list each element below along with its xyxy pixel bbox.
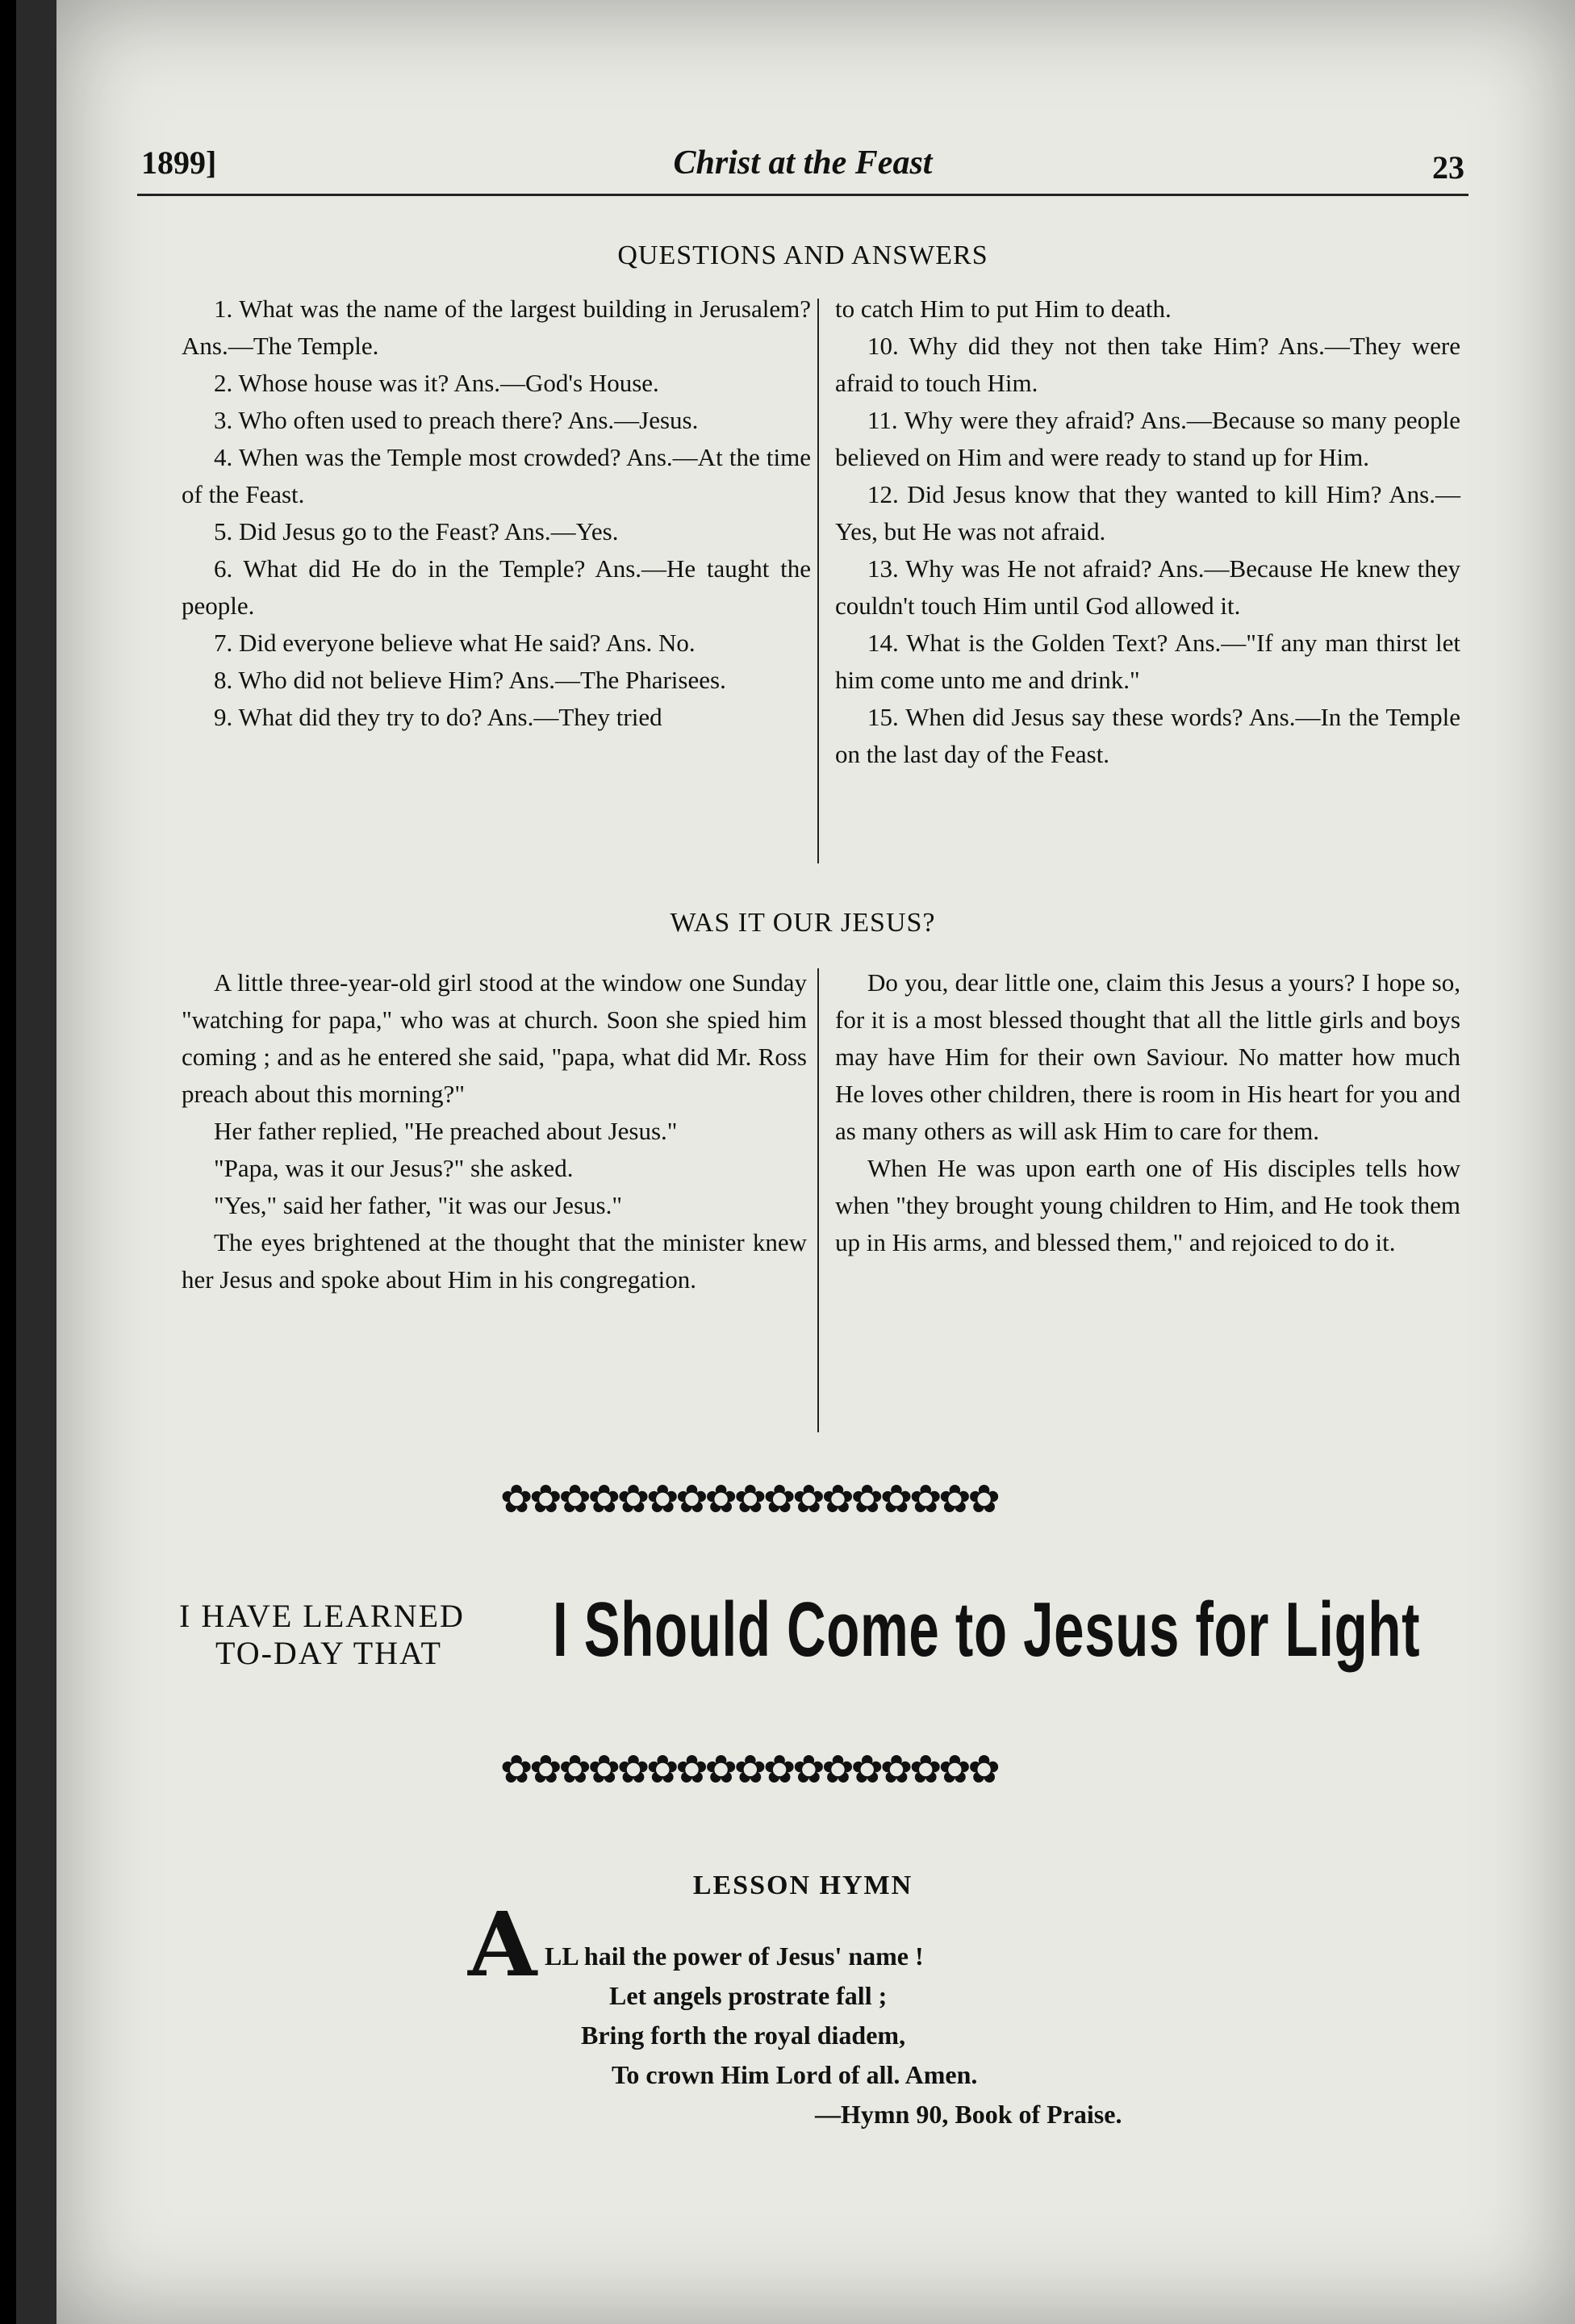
- qa-item: to catch Him to put Him to death.: [835, 295, 1172, 323]
- qa-item: 11. Why were they afraid? Ans.—Because so many people believed on Him and were ready to stand up for Him.: [835, 406, 1460, 471]
- hymn-title: LESSON HYMN: [692, 1870, 913, 1900]
- qa-item: 14. What is the Golden Text? Ans.—"If any man thirst let him come unto me and drink.": [835, 629, 1460, 694]
- qa-item: 7. Did everyone believe what He said? Ans. No.: [214, 629, 696, 657]
- banner-lead-line2: TO-DAY THAT: [215, 1635, 442, 1671]
- qa-item: 10. Why did they not then take Him? Ans.—They were afraid to touch Him.: [835, 332, 1460, 397]
- story-paragraph: "Papa, was it our Jesus?" she asked.: [214, 1154, 574, 1182]
- header-title: Christ at the Feast: [673, 144, 933, 182]
- qa-right-column: [835, 290, 1460, 773]
- header-year: 1899]: [141, 144, 217, 181]
- header-rule: [137, 194, 1468, 196]
- story-paragraph: When He was upon earth one of His disciples tells how when "they brought young children to Him, and He took them up in His arms, and blessed them," and rejoiced to do it.: [835, 1154, 1460, 1256]
- story-section-title: WAS IT OUR JESUS?: [670, 908, 936, 938]
- ornament-border-top: ✿✿✿✿✿✿✿✿✿✿✿✿✿✿✿✿✿: [500, 1478, 997, 1521]
- qa-item: 9. What did they try to do? Ans.—They tried: [214, 703, 662, 731]
- story-paragraph: The eyes brightened at the thought that the minister knew her Jesus and spoke about Him in his congregation.: [182, 1228, 807, 1294]
- qa-left-column: [182, 290, 811, 736]
- story-paragraph: Do you, dear little one, claim this Jesus a yours? I hope so, for it is a most blessed thought that all the little girls and boys may have Him for their own Saviour. No matter how much He loves other children, there is room in His heart for you and as many others as will ask Him to care for them.: [835, 968, 1460, 1145]
- story-paragraph: A little three-year-old girl stood at the window one Sunday "watching for papa," who was at church. Soon she spied him coming ; and as he entered she said, "papa, what did Mr. Ross preach about this morning?": [182, 968, 807, 1108]
- qa-item: 6. What did He do in the Temple? Ans.—He taught the people.: [182, 554, 811, 620]
- story-left-column: [182, 964, 807, 1298]
- story-right-column: [835, 964, 1460, 1261]
- story-paragraph: Her father replied, "He preached about Jesus.": [214, 1117, 678, 1145]
- banner-lead-line1: I HAVE LEARNED: [179, 1598, 465, 1634]
- qa-item: 1. What was the name of the largest building in Jerusalem? Ans.—The Temple.: [182, 295, 811, 360]
- hymn-line: Bring forth the royal diadem,: [581, 2021, 906, 2050]
- qa-item: 12. Did Jesus know that they wanted to kill Him? Ans.—Yes, but He was not afraid.: [835, 480, 1460, 545]
- scan-binding-edge: [16, 0, 56, 2324]
- story-paragraph: "Yes," said her father, "it was our Jesus.": [214, 1191, 622, 1219]
- column-divider: [817, 299, 819, 863]
- qa-item: 8. Who did not believe Him? Ans.—The Pharisees.: [214, 666, 726, 694]
- qa-item: 3. Who often used to preach there? Ans.—Jesus.: [214, 406, 699, 434]
- qa-item: 4. When was the Temple most crowded? Ans.—At the time of the Feast.: [182, 443, 811, 508]
- hymn-dropcap: A: [468, 1892, 537, 1996]
- hymn-line: Let angels prostrate fall ;: [609, 1981, 888, 2010]
- qa-section-title: QUESTIONS AND ANSWERS: [617, 240, 988, 270]
- column-divider: [817, 968, 819, 1432]
- qa-item: 5. Did Jesus go to the Feast? Ans.—Yes.: [214, 517, 619, 545]
- qa-item: 15. When did Jesus say these words? Ans.—In the Temple on the last day of the Feast.: [835, 703, 1460, 768]
- page-number: 23: [1432, 149, 1464, 186]
- ornament-border-bottom: ✿✿✿✿✿✿✿✿✿✿✿✿✿✿✿✿✿: [500, 1749, 997, 1791]
- banner-lead: [179, 1598, 465, 1672]
- qa-item: 2. Whose house was it? Ans.—God's House.: [214, 369, 659, 397]
- hymn-line: LL hail the power of Jesus' name !: [545, 1942, 924, 1971]
- hymn-line: To crown Him Lord of all. Amen.: [612, 2060, 978, 2089]
- running-header: [141, 144, 1464, 192]
- qa-item: 13. Why was He not afraid? Ans.—Because He knew they couldn't touch Him until God allowed it.: [835, 554, 1460, 620]
- hymn-attribution: —Hymn 90, Book of Praise.: [815, 2100, 1122, 2129]
- banner-headline: I Should Come to Jesus for Light: [553, 1586, 1421, 1673]
